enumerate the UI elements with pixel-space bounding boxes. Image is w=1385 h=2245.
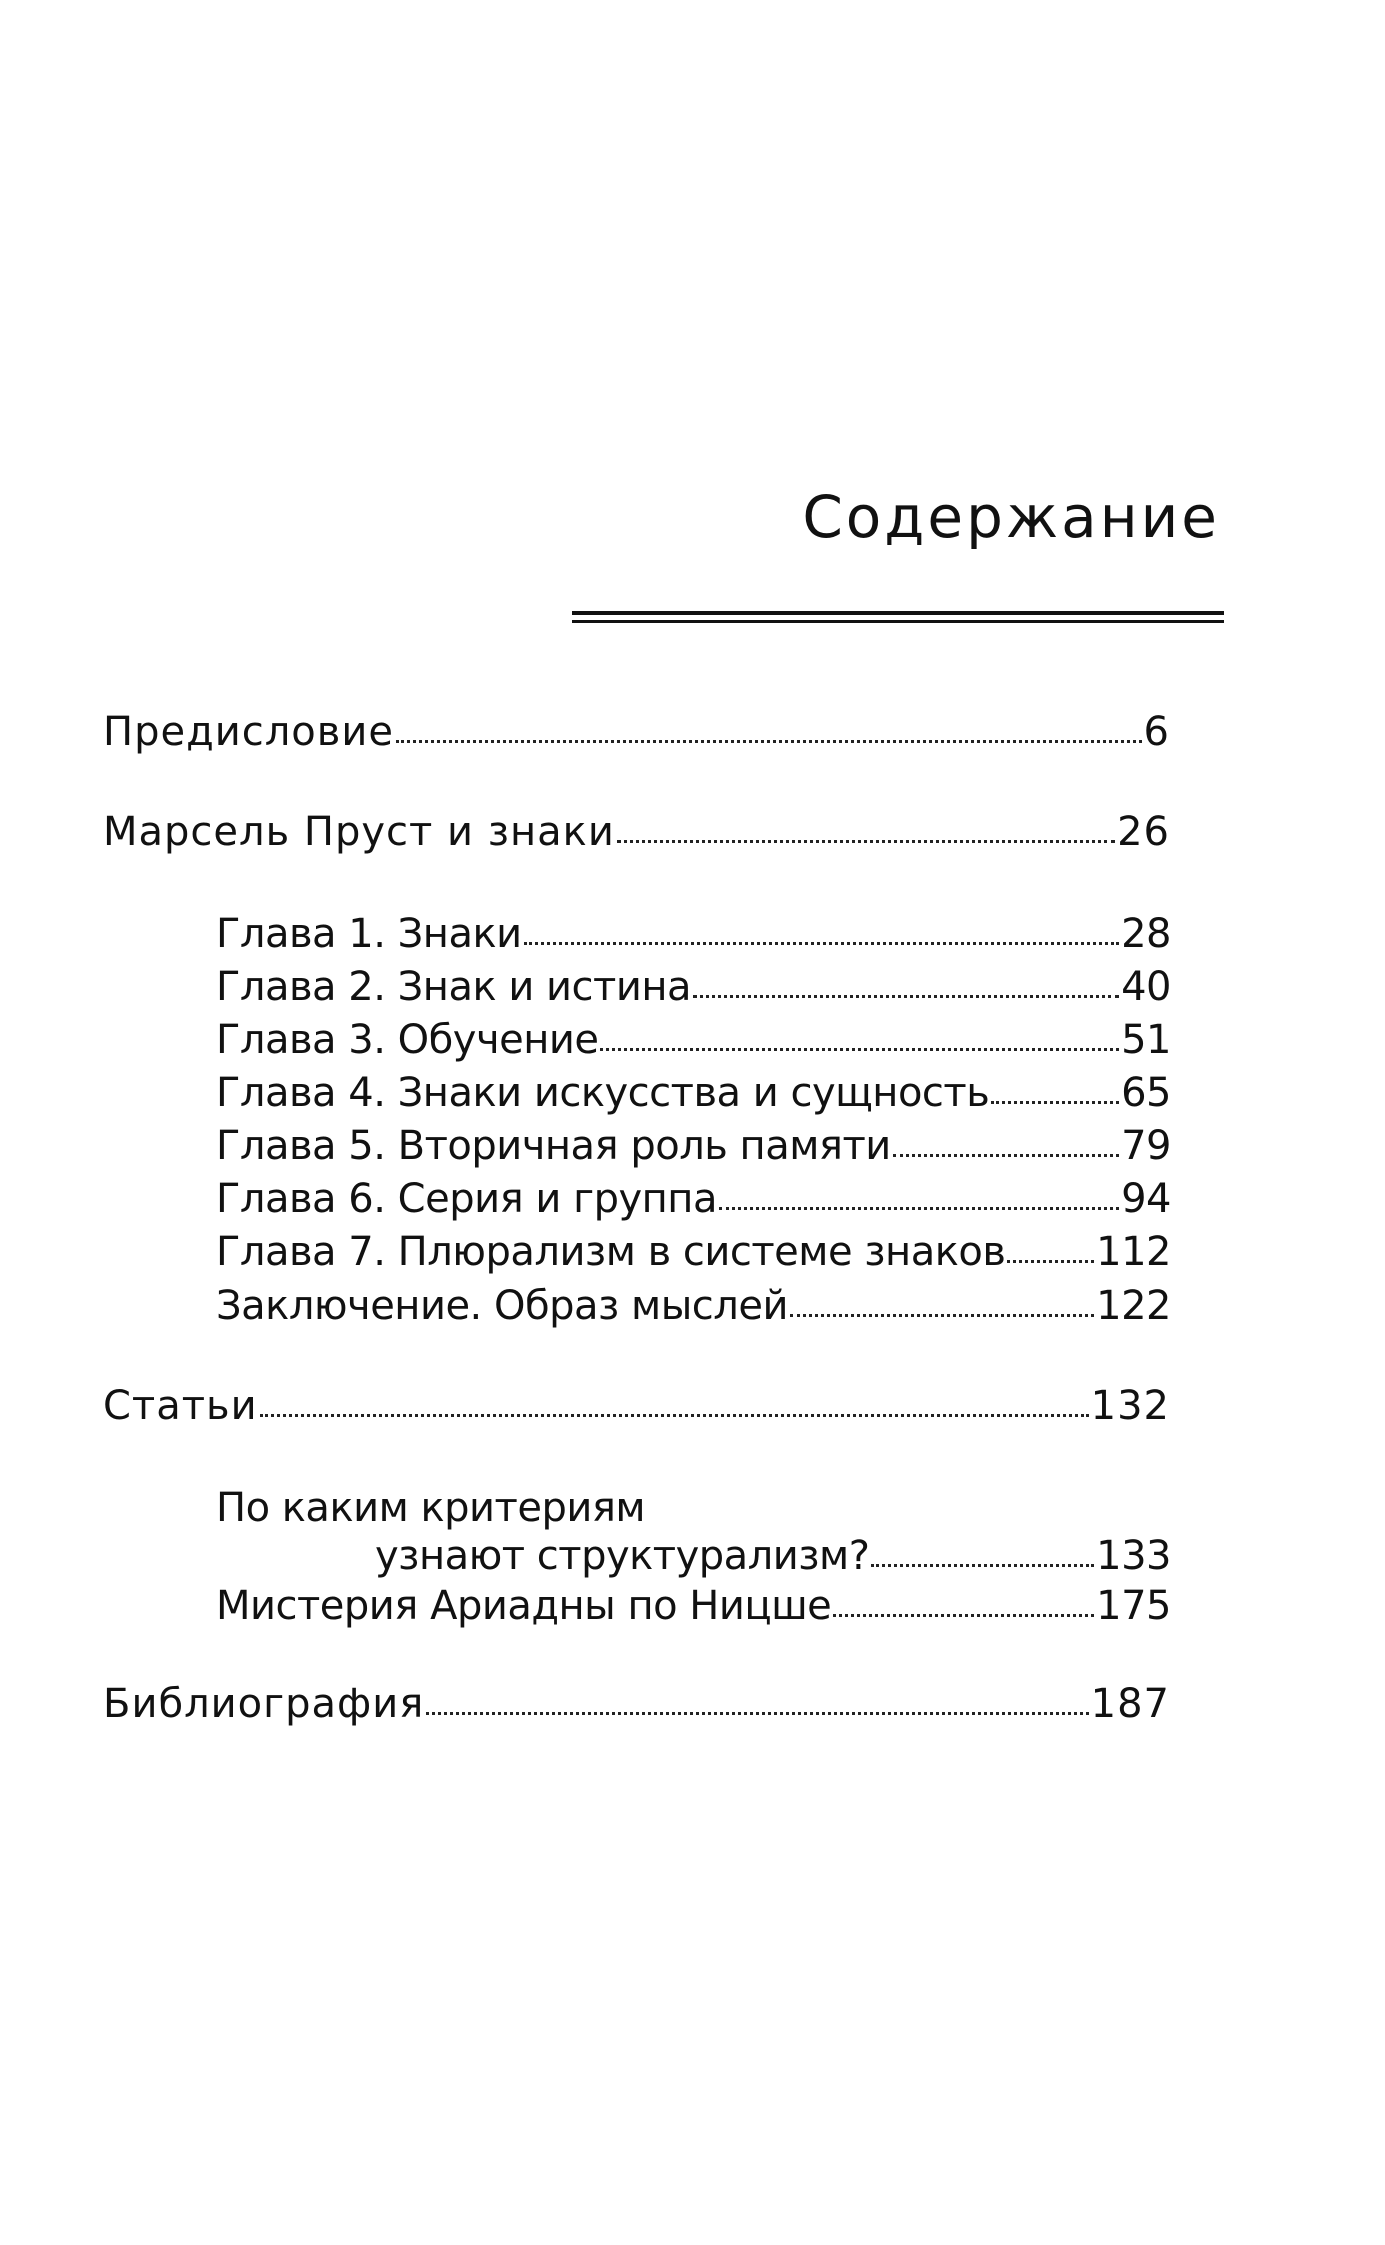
- toc-entry-label: узнают структурализм?: [375, 1533, 870, 1579]
- toc-entry-label: Глава 3. Обучение: [216, 1017, 599, 1063]
- toc-entry-label: Глава 4. Знаки искусства и сущность: [216, 1070, 990, 1116]
- toc-entry-chapter-1[interactable]: [216, 911, 1171, 957]
- toc-entry-chapter-3[interactable]: [216, 1017, 1171, 1063]
- toc-entry-conclusion[interactable]: [216, 1283, 1171, 1329]
- toc-entry-label: Предисловие: [103, 709, 394, 755]
- toc-entry-chapter-2[interactable]: [216, 964, 1171, 1010]
- dot-leader: [790, 1314, 1094, 1317]
- dot-leader: [991, 1101, 1119, 1104]
- toc-entry-page: 133: [1096, 1533, 1171, 1579]
- toc-entry-articles[interactable]: [103, 1383, 1170, 1429]
- toc-entry-page: 94: [1121, 1176, 1171, 1222]
- toc-entry-structuralism-line1[interactable]: По каким критериям: [216, 1485, 646, 1531]
- title-rule-thin: [572, 620, 1224, 623]
- toc-entry-ariadne[interactable]: [216, 1583, 1171, 1629]
- dot-leader: [600, 1048, 1119, 1051]
- toc-entry-preface[interactable]: [103, 709, 1170, 755]
- toc-entry-page: 26: [1117, 809, 1170, 855]
- toc-entry-bibliography[interactable]: [103, 1681, 1170, 1727]
- dot-leader: [617, 840, 1115, 843]
- toc-entry-chapter-5[interactable]: [216, 1123, 1171, 1169]
- toc-entry-page: 122: [1096, 1283, 1171, 1329]
- toc-entry-page: 65: [1121, 1070, 1171, 1116]
- toc-entry-label: Марсель Пруст и знаки: [103, 809, 615, 855]
- dot-leader: [833, 1614, 1094, 1617]
- dot-leader: [396, 740, 1142, 743]
- toc-entry-page: 175: [1096, 1583, 1171, 1629]
- dot-leader: [260, 1414, 1089, 1417]
- toc-entry-label: Статьи: [103, 1383, 258, 1429]
- toc-entry-chapter-7[interactable]: [216, 1229, 1171, 1275]
- toc-entry-chapter-6[interactable]: [216, 1176, 1171, 1222]
- toc-entry-label: Глава 2. Знак и истина: [216, 964, 691, 1010]
- toc-entry-page: 40: [1121, 964, 1171, 1010]
- toc-entry-label: Глава 6. Серия и группа: [216, 1176, 717, 1222]
- toc-entry-page: 112: [1096, 1229, 1171, 1275]
- dot-leader: [426, 1712, 1088, 1715]
- dot-leader: [871, 1564, 1094, 1567]
- dot-leader: [1007, 1260, 1094, 1263]
- dot-leader: [719, 1207, 1119, 1210]
- toc-entry-label: Библиография: [103, 1681, 425, 1727]
- toc-entry-chapter-4[interactable]: [216, 1070, 1171, 1116]
- toc-entry-page: 187: [1090, 1681, 1170, 1727]
- toc-entry-label: Заключение. Образ мыслей: [216, 1283, 788, 1329]
- dot-leader: [893, 1154, 1119, 1157]
- toc-entry-label: Мистерия Ариадны по Ницше: [216, 1583, 832, 1629]
- dot-leader: [693, 995, 1119, 998]
- dot-leader: [524, 942, 1119, 945]
- toc-entry-page: 132: [1090, 1383, 1170, 1429]
- toc-entry-label: Глава 5. Вторичная роль памяти: [216, 1123, 891, 1169]
- toc-entry-page: 28: [1121, 911, 1171, 957]
- page-title: Содержание: [802, 483, 1220, 551]
- toc-entry-proust[interactable]: [103, 809, 1170, 855]
- toc-entry-structuralism[interactable]: [375, 1533, 1171, 1579]
- toc-entry-label: Глава 1. Знаки: [216, 911, 522, 957]
- title-rule-thick: [572, 611, 1224, 615]
- toc-entry-page: 6: [1143, 709, 1170, 755]
- toc-entry-label: Глава 7. Плюрализм в системе знаков: [216, 1229, 1006, 1275]
- toc-entry-page: 79: [1121, 1123, 1171, 1169]
- toc-entry-page: 51: [1121, 1017, 1171, 1063]
